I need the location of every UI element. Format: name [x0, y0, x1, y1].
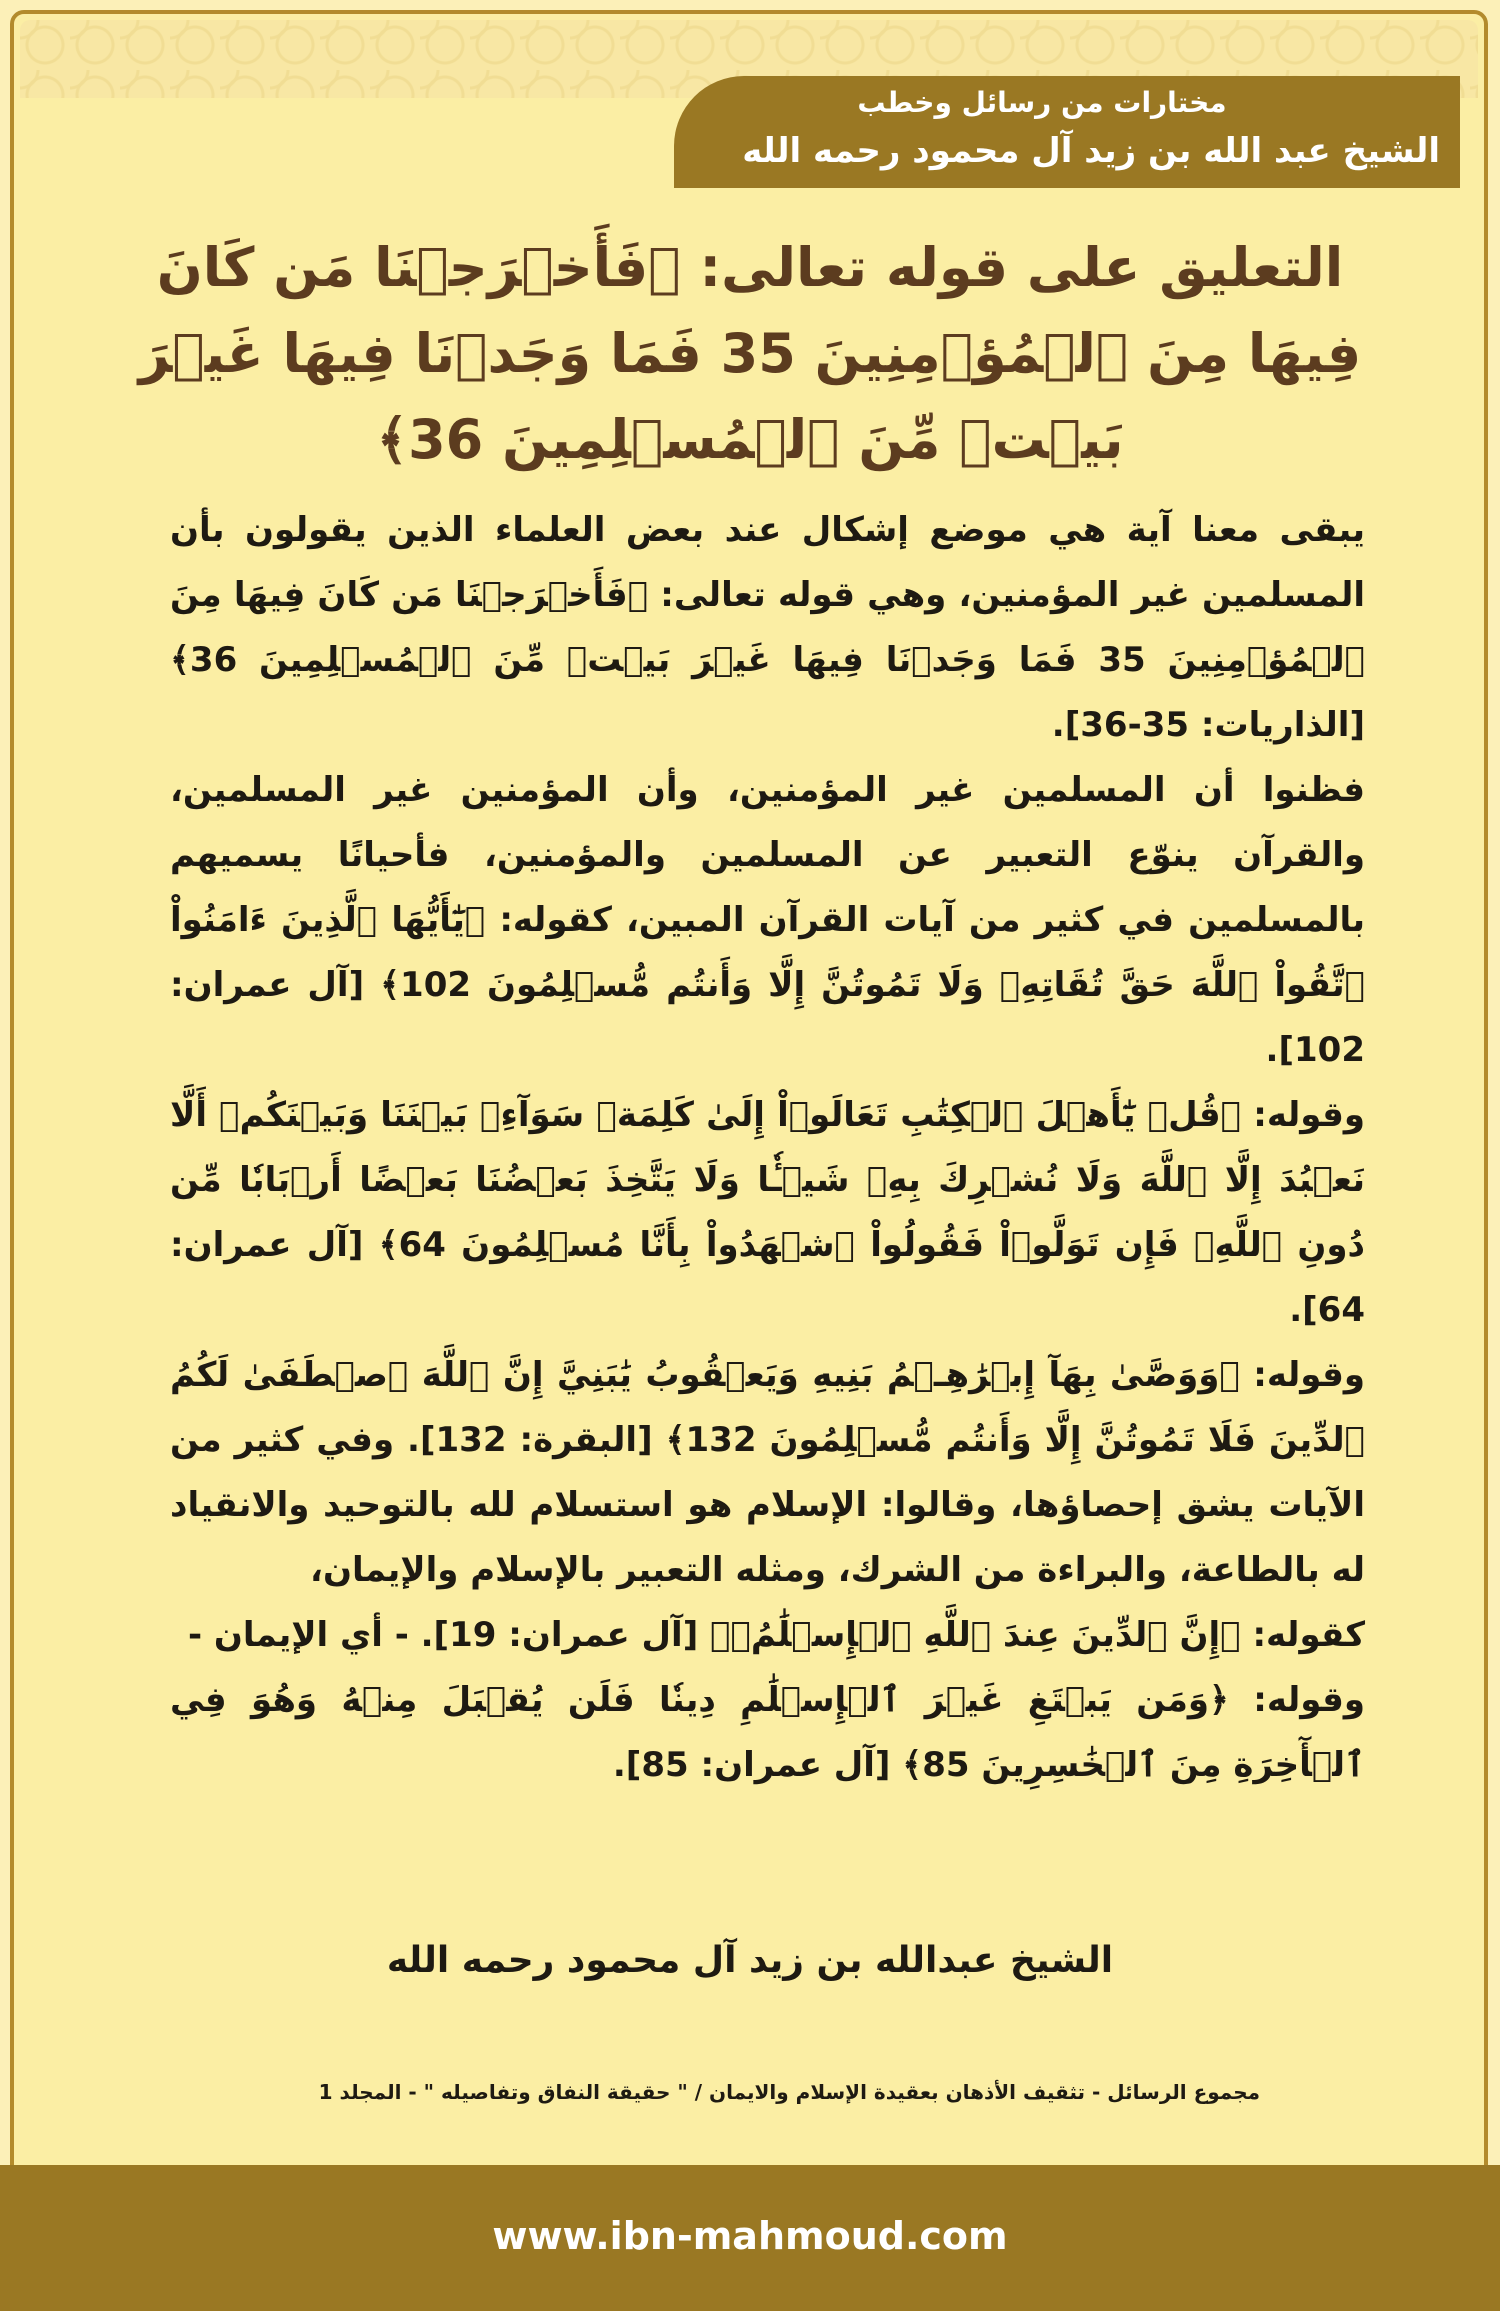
source-citation: مجموع الرسائل - تثقيف الأذهان بعقيدة الإسلام والايمان / " حقيقة النفاق وتفاصيله " - المجلد 1	[318, 2080, 1260, 2104]
header-banner	[674, 76, 1460, 188]
paragraph-5: كقوله: ﴿إِنَّ ٱلدِّينَ عِندَ ٱللَّهِ ٱلۡإِسۡلَٰمُۗ﴾ [آل عمران: 19]. - أي الإيمان -	[187, 1615, 1365, 1655]
paragraph-2: فظنوا أن المسلمين غير المؤمنين، وأن المؤمنين غير المسلمين، والقرآن ينوّع التعبير عن المسلمين والمؤمنين، فأحيانًا يسميهم بالمسلمين في كثير من آيات القرآن المبين، كقوله: ﴿يَٰٓأَيُّهَا ٱلَّذِينَ ءَامَنُواْ ٱتَّقُواْ ٱللَّهَ حَقَّ تُقَاتِهِۦ وَلَا تَمُوتُنَّ إِلَّا وَأَنتُم مُّسۡلِمُونَ 102﴾ [آل عمران: 102].	[170, 770, 1365, 1070]
article-title: التعليق على قوله تعالى: ﴿فَأَخۡرَجۡنَا مَن كَانَ فِيهَا مِنَ ٱلۡمُؤۡمِنِينَ 35 فَمَا وَجَدۡنَا فِيهَا غَيۡرَ بَيۡتٖ مِّنَ ٱلۡمُسۡلِمِينَ 36﴾	[138, 236, 1362, 471]
paragraph-6: وقوله: ﴿وَمَن يَبۡتَغِ غَيۡرَ ٱلۡإِسۡلَٰمِ دِينٗا فَلَن يُقۡبَلَ مِنۡهُ وَهُوَ فِي ٱلۡأٓخِرَةِ مِنَ ٱلۡخَٰسِرِينَ 85﴾ [آل عمران: 85].	[170, 1680, 1365, 1785]
paragraph-4: وقوله: ﴿وَوَصَّىٰ بِهَآ إِبۡرَٰهِـۧمُ بَنِيهِ وَيَعۡقُوبُ يَٰبَنِيَّ إِنَّ ٱللَّهَ ٱصۡطَفَىٰ لَكُمُ ٱلدِّينَ فَلَا تَمُوتُنَّ إِلَّا وَأَنتُم مُّسۡلِمُونَ 132﴾ [البقرة: 132]. وفي كثير من الآيات يشق إحصاؤها، وقالوا: الإسلام هو استسلام لله بالتوحيد والانقياد له بالطاعة، والبراءة من الشرك، ومثله التعبير بالإسلام والإيمان،	[170, 1355, 1365, 1590]
article-body	[170, 498, 1365, 1798]
author-signature: الشيخ عبدالله بن زيد آل محمود رحمه الله	[386, 1940, 1114, 1981]
header-author: الشيخ عبد الله بن زيد آل محمود رحمه الله	[742, 131, 1440, 171]
paragraph-1: يبقى معنا آية هي موضع إشكال عند بعض العلماء الذين يقولون بأن المسلمين غير المؤمنين، وهي قوله تعالى: ﴿فَأَخۡرَجۡنَا مَن كَانَ فِيهَا مِنَ ٱلۡمُؤۡمِنِينَ 35 فَمَا وَجَدۡنَا فِيهَا غَيۡرَ بَيۡتٖ مِّنَ ٱلۡمُسۡلِمِينَ 36﴾ [الذاريات: 35-36].	[170, 510, 1365, 745]
paragraph-3: وقوله: ﴿قُلۡ يَٰٓأَهۡلَ ٱلۡكِتَٰبِ تَعَالَوۡاْ إِلَىٰ كَلِمَةٖ سَوَآءِۭ بَيۡنَنَا وَبَيۡنَكُمۡ أَلَّا نَعۡبُدَ إِلَّا ٱللَّهَ وَلَا نُشۡرِكَ بِهِۦ شَيۡـٔٗا وَلَا يَتَّخِذَ بَعۡضُنَا بَعۡضًا أَرۡبَابٗا مِّن دُونِ ٱللَّهِۚ فَإِن تَوَلَّوۡاْ فَقُولُواْ ٱشۡهَدُواْ بِأَنَّا مُسۡلِمُونَ 64﴾ [آل عمران: 64].	[170, 1095, 1366, 1330]
website-link[interactable]: www.ibn-mahmoud.com	[492, 2214, 1008, 2258]
header-subtitle: مختارات من رسائل وخطب	[857, 86, 1227, 119]
